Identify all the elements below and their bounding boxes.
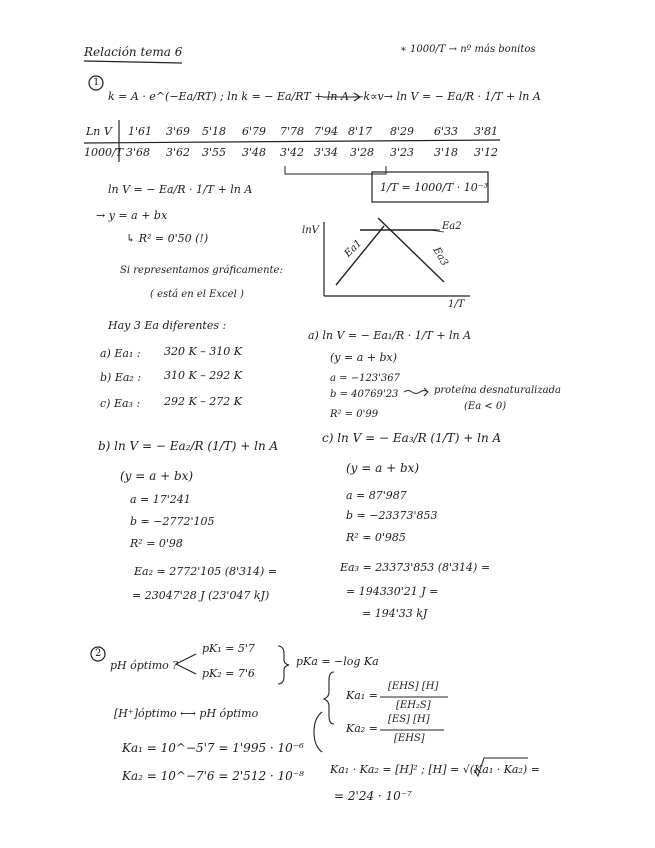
table-cell: 3'68	[126, 146, 151, 159]
part-b-a: a = 17'241	[130, 493, 191, 506]
range-b-value: 310 K – 292 K	[164, 369, 242, 382]
part-a-note2: (Ea < 0)	[464, 401, 507, 412]
wavy-arrow	[404, 391, 428, 394]
part-b-ea: Ea₂ = 2772'105 (8'314) =	[134, 565, 278, 578]
p2-question: pH óptimo ?	[110, 659, 179, 672]
header-note: ∗ 1000/T → nº más bonitos	[400, 44, 536, 55]
p2-pka: pKa = −log Ka	[296, 655, 379, 668]
p1-eq-line: ln V = − Ea/R · 1/T + ln A	[108, 183, 253, 196]
table-cell: 1'61	[128, 125, 153, 138]
ka-paren	[314, 712, 322, 752]
table-cell: 7'94	[314, 125, 339, 138]
table-bracket	[285, 166, 386, 174]
p2-product: Ka₁ · Ka₂ = [H]² ; [H] = √(Ka₁ · Ka₂) =	[330, 763, 540, 776]
table-cell: 3'81	[474, 125, 499, 138]
part-b-eq: b) ln V = − Ea₂/R (1/T) + ln A	[98, 439, 279, 453]
table-row-lnv	[84, 125, 504, 139]
p2-pk2: pK₂ = 7'6	[202, 667, 255, 680]
p2-h-optimo: [H⁺]óptimo ⟷ pH óptimo	[114, 707, 259, 720]
part-a-a: a = −123'367	[330, 373, 400, 384]
table-cell: 3'34	[314, 146, 339, 159]
table-cell: 6'33	[434, 125, 459, 138]
part-c-ea3: = 194'33 kJ	[362, 607, 428, 620]
part-c-b: b = −23373'853	[346, 509, 438, 522]
p2-ka1-value: Ka₁ = 10^−5'7 = 1'995 · 10⁻⁶	[122, 741, 304, 755]
table-hline	[84, 140, 500, 143]
part-c-eq: c) ln V = − Ea₃/R (1/T) + ln A	[322, 431, 502, 445]
page-title: Relación tema 6	[84, 45, 183, 59]
part-c-form: (y = a + bx)	[346, 461, 420, 475]
ka-brace-small	[324, 672, 334, 724]
part-a-form: (y = a + bx)	[330, 351, 398, 364]
table-cell: 3'23	[390, 146, 415, 159]
part-c-r2: R² = 0'985	[346, 531, 406, 544]
graph-ea1-line	[336, 226, 384, 285]
part-a-r2: R² = 0'99	[330, 409, 379, 420]
p2-ka2-lhs: Ka₂ =	[346, 722, 378, 735]
graph-xlabel: 1/T	[448, 299, 465, 310]
p2-result: = 2'24 · 10⁻⁷	[334, 789, 412, 803]
range-c-label: c) Ea₃ :	[100, 397, 141, 410]
table-cell: 7'78	[280, 125, 305, 138]
table-cell: 3'48	[242, 146, 267, 159]
range-a-label: a) Ea₁ :	[100, 347, 141, 360]
graph-label-ea2: Ea2	[442, 221, 462, 232]
part-a-note: proteína desnaturalizada	[434, 385, 561, 396]
p2-ka2-den: [EHS]	[394, 733, 425, 744]
part-b-b: b = −2772'105	[130, 515, 215, 528]
p1-three-ea: Hay 3 Ea diferentes :	[108, 319, 227, 332]
table-row2-label: 1000/T	[84, 146, 124, 159]
table-cell: 8'29	[390, 125, 415, 138]
part-a-eq: a) ln V = − Ea₁/R · 1/T + ln A	[308, 329, 472, 342]
part-b-r2: R² = 0'98	[130, 537, 183, 550]
table-cell: 3'62	[166, 146, 191, 159]
table-cell: 3'12	[474, 146, 499, 159]
p1-boxed-formula: 1/T = 1000/T · 10⁻³	[380, 181, 488, 194]
table-cell: 3'28	[350, 146, 375, 159]
table-cell: 3'55	[202, 146, 227, 159]
title-underline	[84, 61, 182, 63]
table-cell: 6'79	[242, 125, 267, 138]
table-cell: 8'17	[348, 125, 373, 138]
pk-brace	[278, 646, 289, 684]
part-b-form: (y = a + bx)	[120, 469, 194, 483]
table-cell: 3'18	[434, 146, 459, 159]
table-row-invT	[84, 146, 504, 160]
part-c-ea: Ea₃ = 23373'853 (8'314) =	[340, 561, 491, 574]
part-b-ea2: = 23047'28 J (23'047 kJ)	[132, 589, 270, 602]
table-cell: 3'42	[280, 146, 305, 159]
problem-2-number: 2	[95, 648, 102, 659]
part-a-b: b = 40769'23	[330, 389, 399, 400]
graph-ylabel: lnV	[302, 225, 319, 236]
graph-label-ea3: Ea3	[430, 245, 450, 268]
graph-label-ea1: Ea1	[342, 237, 365, 260]
range-a-value: 320 K – 310 K	[164, 345, 242, 358]
part-c-ea2: = 194330'21 J =	[346, 585, 439, 598]
range-c-value: 292 K – 272 K	[164, 395, 242, 408]
table-cell: 3'69	[166, 125, 191, 138]
problem-1-number: 1	[93, 77, 100, 88]
table-row1-label: Ln V	[86, 125, 112, 138]
p2-ka1-num: [EHS] [H]	[388, 681, 439, 692]
p1-r2: ↳ R² = 0'50 (!)	[126, 232, 209, 245]
table-cell: 5'18	[202, 125, 227, 138]
p1-formula-line: k = A · e^(−Ea/RT) ; ln k = − Ea/RT + ln A —k∝v→ ln V = − Ea/R · 1/T + ln A	[108, 90, 541, 103]
p1-linear-form: → y = a + bx	[96, 209, 168, 222]
range-b-label: b) Ea₂ :	[100, 371, 142, 384]
part-c-a: a = 87'987	[346, 489, 407, 502]
p2-ka1-den: [EH₂S]	[396, 700, 431, 711]
p2-ka1-lhs: Ka₁ =	[346, 689, 378, 702]
p2-ka2-value: Ka₂ = 10^−7'6 = 2'512 · 10⁻⁸	[122, 769, 304, 783]
p1-graph-note-2: ( está en el Excel )	[150, 289, 244, 300]
p2-pk1: pK₁ = 5'7	[202, 642, 255, 655]
p1-graph-note-1: Si representamos gráficamente:	[120, 265, 283, 276]
pk-split-arrows	[176, 654, 196, 674]
p2-ka2-num: [ES] [H]	[388, 714, 430, 725]
